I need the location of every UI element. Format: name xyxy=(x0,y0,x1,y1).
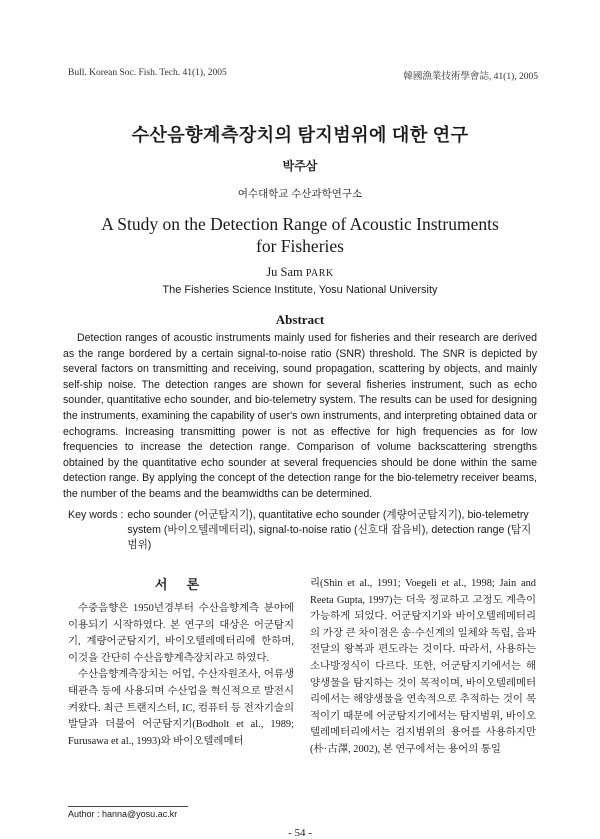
abstract-text: Detection ranges of acoustic instruments mainly used for fisheries and their research are derived as the range bordered by a certain signal-to-noise ratio (SNR) threshold. The SNR is depicted by several factors on transmitting and receiving, sound propagation, scattering by objects, and mainly self-ship noise. The detection ranges are shown for several fisheries instrument, such as echo sounder, quantitative echo sounder, and bio-telemetry system. The results can be used for designing the instruments, examining the capability of user's own instruments, and interpreting obtained data or echograms. Increasing transmitting power is not as effective for high frequencies as for low frequencies to increase the detection range. Comparison of volume backscattering strengths obtained by the quantitative echo sounder at several frequencies should be done within the same detection range. By applying the concept of the detection range for the bio-telemetry receiver beams, the number of the beams and the beamwidths can be determined. xyxy=(63,332,537,500)
title-english-line2: for Fisheries xyxy=(256,236,344,256)
author-english xyxy=(0,265,600,280)
title-korean: 수산음향계측장치의 탐지범위에 대한 연구 xyxy=(131,125,469,145)
intro-paragraph-continued: 리(Shin et al., 1991; Voegeli et al., 1998; Jain and Reeta Gupta, 1997)는 더욱 정교하고 고정도 계측이 가능하게 되었다. 어군탐지기와 바이오텔레메터리의 가장 큰 차이점은 송·수신계의 일체와 독립, 음파전달의 왕복과 편도라는 것이다. 따라서, 사용하는 소나방정식이 다르다. 또한, 어군탐지기에서는 해양생물을 탐지하는 것이 목적이며, 바이오텔레메터리에서는 해양생물을 연속적으로 추적하는 것이 목적이기 때문에 어군탐지기에서는 탐지범위, 바이오텔레메터리에서는 검지범위의 용어를 사용하지만(朴·古澤, 2002), 본 연구에서는 용어의 통일 xyxy=(310,578,536,755)
journal-header-right: 韓國漁業技術學會誌, 41(1), 2005 xyxy=(403,72,538,82)
body-column-left xyxy=(68,601,294,750)
keywords-text: echo sounder (어군탐지기), quantitative echo sounder (계량어군탐지기), bio-telemetry system (바이오텔레메터리), signal-to-noise ratio (신호대 잡음비), detection range (탐지범위) xyxy=(127,509,532,551)
page-number: - 54 - xyxy=(288,827,312,839)
journal-header-left: Bull. Korean Soc. Fish. Tech. 41(1), 2005 xyxy=(68,68,227,78)
author-footnote: Author : hanna@yosu.ac.kr xyxy=(68,809,178,819)
author-last-name: PARK xyxy=(305,268,334,279)
keywords-label: Key words : xyxy=(68,509,124,521)
intro-paragraph-1: 수중음향은 1950년경부터 수산음향계측 분야에 이용되기 시작하였다. 본 연구의 대상은 어군탐지기, 계량어군탐지기, 바이오텔레메터리에 한하며, 이것을 간단히 수산음향계측장치라고 하였다. xyxy=(68,603,294,664)
author-first-name: Ju Sam xyxy=(266,265,303,279)
keywords xyxy=(68,508,538,553)
title-english xyxy=(0,213,600,257)
affiliation-english: The Fisheries Science Institute, Yosu National University xyxy=(162,284,438,296)
footnote-divider xyxy=(68,806,188,807)
body-column-right xyxy=(310,576,536,759)
affiliation-korean: 여수대학교 수산과학연구소 xyxy=(237,189,363,200)
author-korean: 박주삼 xyxy=(282,159,318,173)
abstract-heading: Abstract xyxy=(275,312,325,327)
title-english-line1: A Study on the Detection Range of Acoustic Instruments xyxy=(101,214,499,234)
section-heading-introduction: 서 론 xyxy=(154,577,208,592)
intro-paragraph-2: 수산음향계측장치는 어업, 수산자원조사, 어류생태관측 등에 사용되며 수산업을 혁신적으로 발전시켜왔다. 최근 트랜지스터, IC, 컴퓨터 등 전자기술의 발달과 더불어 어군탐지기(Bodholt et al., 1989; Furusawa et al., 1993)와 바이오텔레메터 xyxy=(68,669,294,747)
